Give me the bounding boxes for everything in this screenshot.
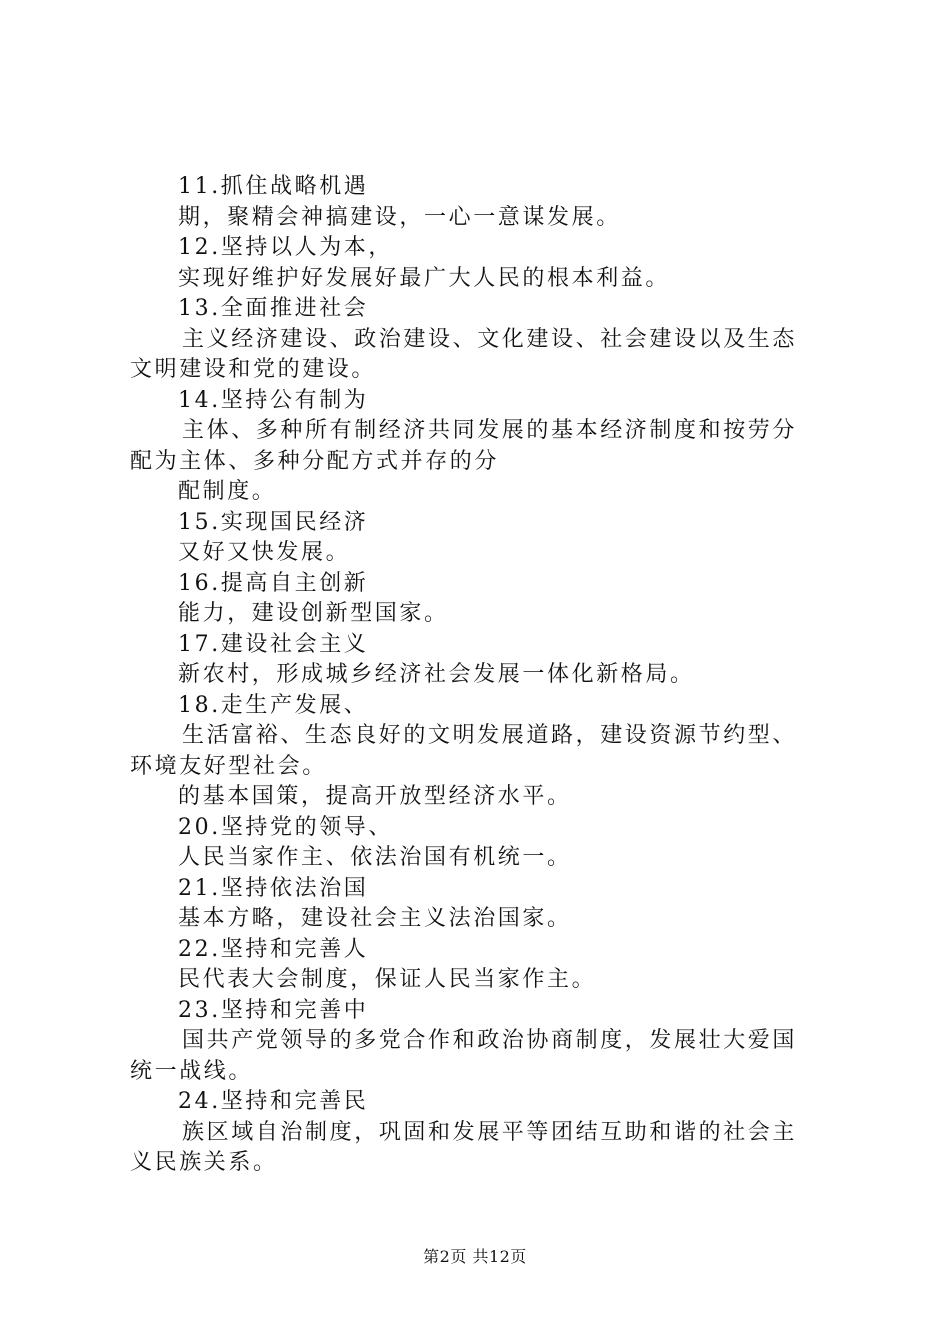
text-line: 配为主体、多种分配方式并存的分 (130, 448, 500, 474)
text-line: 实现好维护好发展好最广大人民的根本利益。 (178, 265, 671, 291)
text-line: 人民当家作主、依法治国有机统一。 (178, 845, 572, 870)
text-line: 24.坚持和完善民 (178, 1089, 369, 1114)
text-line: 22.坚持和完善人 (178, 936, 369, 962)
text-line: 能力，建设创新型国家。 (178, 601, 449, 626)
text-line: 配制度。 (178, 479, 277, 504)
text-line: 21.坚持依法治国 (178, 875, 369, 901)
text-line: 14.坚持公有制为 (178, 387, 369, 413)
text-line: 民代表大会制度，保证人民当家作主。 (178, 967, 597, 992)
text-line: 族区域自治制度，巩固和发展平等团结互助和谐的社会主 (182, 1119, 798, 1145)
text-line: 17.建设社会主义 (178, 631, 369, 657)
text-line: 国共产党领导的多党合作和政治协商制度，发展壮大爱国 (182, 1028, 798, 1053)
page-footer: 第2页 共12页 (423, 1247, 527, 1266)
text-line: 新农村，形成城乡经济社会发展一体化新格局。 (178, 662, 695, 687)
text-line: 统一战线。 (130, 1058, 254, 1084)
text-line: 16.提高自主创新 (178, 570, 369, 596)
text-line: 义民族关系。 (130, 1150, 278, 1175)
text-line: 11.抓住战略机遇 (178, 174, 369, 199)
text-line: 文明建设和党的建设。 (130, 357, 377, 382)
text-line: 18.走生产发展、 (178, 692, 369, 718)
text-line: 环境友好型社会。 (130, 753, 327, 779)
text-line: 主义经济建设、政治建设、文化建设、社会建设以及生态 (182, 326, 798, 352)
text-line: 23.坚持和完善中 (178, 997, 369, 1023)
text-line: 13.全面推进社会 (178, 296, 369, 321)
document-body (124, 172, 836, 1179)
text-line: 20.坚持党的领导、 (178, 814, 393, 840)
text-line: 的基本国策，提高开放型经济水平。 (178, 784, 572, 809)
text-line: 生活富裕、生态良好的文明发展道路，建设资源节约型、 (182, 723, 798, 748)
text-line: 15.实现国民经济 (178, 509, 369, 535)
text-line: 主体、多种所有制经济共同发展的基本经济制度和按劳分 (182, 418, 798, 443)
text-line: 期，聚精会神搞建设，一心一意谋发展。 (178, 204, 621, 230)
text-line: 12.坚持以人为本， (178, 235, 393, 260)
text-line: 又好又快发展。 (178, 540, 351, 565)
text-line: 基本方略，建设社会主义法治国家。 (178, 906, 572, 931)
